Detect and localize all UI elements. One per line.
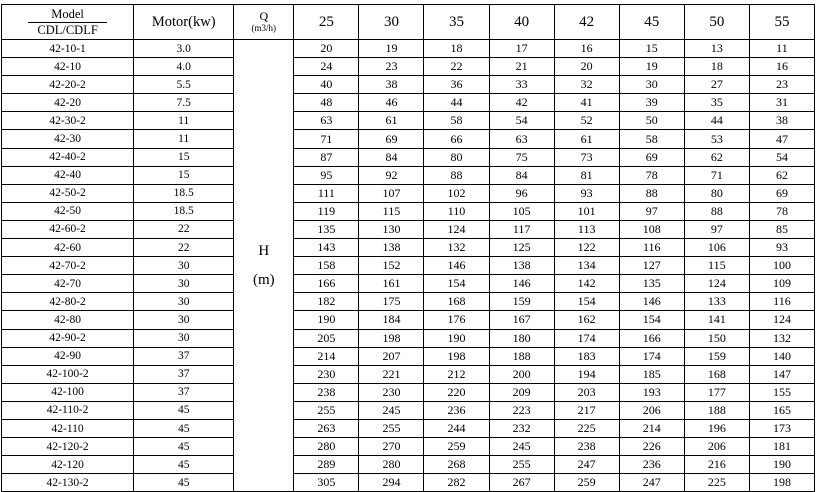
head-cell: 125	[489, 239, 554, 257]
motor-cell: 15	[134, 148, 234, 166]
model-cell: 42-70-2	[2, 257, 134, 275]
table-header	[2, 5, 815, 40]
header-flow-45: 45	[619, 5, 684, 40]
head-cell: 97	[619, 202, 684, 220]
head-cell: 73	[554, 148, 619, 166]
head-cell: 166	[294, 275, 359, 293]
head-cell: 27	[684, 76, 749, 94]
table-row	[2, 311, 815, 329]
model-cell: 42-120	[2, 456, 134, 474]
motor-cell: 30	[134, 293, 234, 311]
head-cell: 173	[749, 419, 814, 437]
head-cell: 177	[684, 383, 749, 401]
head-cell: 165	[749, 401, 814, 419]
head-cell: 221	[359, 365, 424, 383]
motor-cell: 11	[134, 130, 234, 148]
header-q-unit: (m3/h)	[251, 22, 277, 33]
model-cell: 42-80-2	[2, 293, 134, 311]
header-motor: Motor(kw)	[134, 5, 234, 40]
head-cell: 214	[619, 419, 684, 437]
head-cell: 183	[554, 347, 619, 365]
motor-cell: 5.5	[134, 76, 234, 94]
head-cell: 66	[424, 130, 489, 148]
head-cell: 214	[294, 347, 359, 365]
head-cell: 247	[619, 474, 684, 492]
head-cell: 190	[294, 311, 359, 329]
head-cell: 223	[489, 401, 554, 419]
model-cell: 42-120-2	[2, 438, 134, 456]
head-cell: 217	[554, 401, 619, 419]
head-cell: 174	[554, 329, 619, 347]
motor-cell: 30	[134, 311, 234, 329]
head-cell: 41	[554, 94, 619, 112]
head-cell: 230	[294, 365, 359, 383]
head-cell: 152	[359, 257, 424, 275]
head-cell: 159	[684, 347, 749, 365]
head-cell: 142	[554, 275, 619, 293]
table-row	[2, 239, 815, 257]
head-cell: 155	[749, 383, 814, 401]
head-cell: 54	[489, 112, 554, 130]
head-cell: 75	[489, 148, 554, 166]
head-cell: 190	[424, 329, 489, 347]
head-cell: 124	[424, 220, 489, 238]
head-unit: (m)	[252, 271, 275, 288]
head-cell: 190	[749, 456, 814, 474]
motor-cell: 30	[134, 275, 234, 293]
head-cell: 143	[294, 239, 359, 257]
head-cell: 44	[424, 94, 489, 112]
head-cell: 238	[554, 438, 619, 456]
table-row	[2, 474, 815, 492]
head-cell: 18	[424, 40, 489, 58]
head-cell: 115	[684, 257, 749, 275]
head-cell: 58	[424, 112, 489, 130]
motor-cell: 45	[134, 419, 234, 437]
head-cell: 147	[749, 365, 814, 383]
head-cell: 188	[684, 401, 749, 419]
head-cell: 47	[749, 130, 814, 148]
head-cell: 36	[424, 76, 489, 94]
head-cell: 247	[554, 456, 619, 474]
header-flow-40: 40	[489, 5, 554, 40]
head-cell: 81	[554, 166, 619, 184]
head-cell: 105	[489, 202, 554, 220]
model-cell: 42-90-2	[2, 329, 134, 347]
head-cell: 184	[359, 311, 424, 329]
head-cell: 119	[294, 202, 359, 220]
header-flow-30: 30	[359, 5, 424, 40]
head-cell: 196	[684, 419, 749, 437]
head-cell: 95	[294, 166, 359, 184]
head-cell: 255	[294, 401, 359, 419]
head-cell: 84	[359, 148, 424, 166]
motor-cell: 15	[134, 166, 234, 184]
head-cell: 71	[684, 166, 749, 184]
head-cell: 140	[749, 347, 814, 365]
table-row	[2, 184, 815, 202]
head-cell: 100	[749, 257, 814, 275]
head-cell: 93	[749, 239, 814, 257]
head-cell: 238	[294, 383, 359, 401]
table-row	[2, 365, 815, 383]
head-cell: 35	[684, 94, 749, 112]
head-cell: 138	[359, 239, 424, 257]
head-cell: 69	[359, 130, 424, 148]
head-cell: 33	[489, 76, 554, 94]
head-cell: 23	[359, 58, 424, 76]
head-cell: 102	[424, 184, 489, 202]
head-cell: 24	[294, 58, 359, 76]
model-cell: 42-70	[2, 275, 134, 293]
head-cell: 267	[489, 474, 554, 492]
model-cell: 42-50	[2, 202, 134, 220]
table-row	[2, 275, 815, 293]
head-cell: 58	[619, 130, 684, 148]
head-cell: 259	[424, 438, 489, 456]
head-cell: 259	[554, 474, 619, 492]
head-cell: 205	[294, 329, 359, 347]
model-cell: 42-80	[2, 311, 134, 329]
table-row	[2, 257, 815, 275]
head-cell: 115	[359, 202, 424, 220]
head-cell: 127	[619, 257, 684, 275]
head-cell: 174	[619, 347, 684, 365]
header-flow-55: 55	[749, 5, 814, 40]
motor-cell: 18.5	[134, 184, 234, 202]
head-cell: 193	[619, 383, 684, 401]
header-q-symbol: Q	[259, 9, 269, 24]
head-cell: 226	[619, 438, 684, 456]
head-cell: 80	[684, 184, 749, 202]
table-row	[2, 202, 815, 220]
head-cell: 108	[619, 220, 684, 238]
model-cell: 42-110	[2, 419, 134, 437]
head-cell: 42	[489, 94, 554, 112]
head-cell: 88	[424, 166, 489, 184]
head-cell: 220	[424, 383, 489, 401]
motor-cell: 45	[134, 456, 234, 474]
head-cell: 280	[294, 438, 359, 456]
head-cell: 87	[294, 148, 359, 166]
model-cell: 42-10	[2, 58, 134, 76]
motor-cell: 30	[134, 257, 234, 275]
head-cell: 175	[359, 293, 424, 311]
head-label-cell	[234, 40, 294, 492]
table-row	[2, 456, 815, 474]
head-cell: 167	[489, 311, 554, 329]
head-cell: 16	[749, 58, 814, 76]
table-body	[2, 40, 815, 492]
motor-cell: 37	[134, 365, 234, 383]
head-cell: 62	[684, 148, 749, 166]
motor-cell: 7.5	[134, 94, 234, 112]
model-cell: 42-40	[2, 166, 134, 184]
head-cell: 109	[749, 275, 814, 293]
head-cell: 96	[489, 184, 554, 202]
head-cell: 207	[359, 347, 424, 365]
table-row	[2, 419, 815, 437]
head-cell: 198	[749, 474, 814, 492]
head-cell: 244	[424, 419, 489, 437]
head-cell: 30	[619, 76, 684, 94]
table-row	[2, 76, 815, 94]
head-cell: 158	[294, 257, 359, 275]
motor-cell: 22	[134, 220, 234, 238]
model-cell: 42-110-2	[2, 401, 134, 419]
head-cell: 225	[684, 474, 749, 492]
head-symbol: H	[258, 243, 270, 260]
head-cell: 32	[554, 76, 619, 94]
head-cell: 85	[749, 220, 814, 238]
head-cell: 110	[424, 202, 489, 220]
head-cell: 92	[359, 166, 424, 184]
head-cell: 154	[619, 311, 684, 329]
header-flow-50: 50	[684, 5, 749, 40]
head-cell: 38	[749, 112, 814, 130]
head-cell: 263	[294, 419, 359, 437]
model-cell: 42-90	[2, 347, 134, 365]
model-cell: 42-50-2	[2, 184, 134, 202]
header-flow-25: 25	[294, 5, 359, 40]
head-cell: 23	[749, 76, 814, 94]
head-cell: 212	[424, 365, 489, 383]
head-cell: 116	[619, 239, 684, 257]
head-cell: 71	[294, 130, 359, 148]
head-cell: 106	[684, 239, 749, 257]
head-cell: 236	[424, 401, 489, 419]
head-cell: 182	[294, 293, 359, 311]
head-cell: 69	[749, 184, 814, 202]
head-cell: 294	[359, 474, 424, 492]
head-cell: 280	[359, 456, 424, 474]
motor-cell: 3.0	[134, 40, 234, 58]
head-cell: 122	[554, 239, 619, 257]
head-cell: 132	[749, 329, 814, 347]
table-row	[2, 58, 815, 76]
head-cell: 124	[684, 275, 749, 293]
head-cell: 22	[424, 58, 489, 76]
model-cell: 42-30-2	[2, 112, 134, 130]
header-model-line1: Model	[28, 7, 107, 23]
head-cell: 255	[359, 419, 424, 437]
head-cell: 53	[684, 130, 749, 148]
head-cell: 38	[359, 76, 424, 94]
model-cell: 42-30	[2, 130, 134, 148]
head-cell: 154	[424, 275, 489, 293]
pump-performance-table	[1, 4, 815, 492]
head-cell: 236	[619, 456, 684, 474]
head-cell: 282	[424, 474, 489, 492]
head-cell: 78	[749, 202, 814, 220]
model-cell: 42-20	[2, 94, 134, 112]
header-model	[2, 5, 134, 40]
head-cell: 63	[294, 112, 359, 130]
head-cell: 146	[424, 257, 489, 275]
head-cell: 20	[294, 40, 359, 58]
head-cell: 203	[554, 383, 619, 401]
head-cell: 88	[684, 202, 749, 220]
head-cell: 40	[294, 76, 359, 94]
model-cell: 42-10-1	[2, 40, 134, 58]
head-cell: 16	[554, 40, 619, 58]
head-cell: 61	[554, 130, 619, 148]
head-cell: 135	[619, 275, 684, 293]
motor-cell: 45	[134, 401, 234, 419]
head-cell: 78	[619, 166, 684, 184]
head-cell: 18	[684, 58, 749, 76]
head-cell: 116	[749, 293, 814, 311]
head-cell: 185	[619, 365, 684, 383]
motor-cell: 11	[134, 112, 234, 130]
head-cell: 19	[359, 40, 424, 58]
motor-cell: 45	[134, 474, 234, 492]
motor-cell: 22	[134, 239, 234, 257]
head-cell: 117	[489, 220, 554, 238]
head-cell: 101	[554, 202, 619, 220]
head-cell: 111	[294, 184, 359, 202]
head-cell: 216	[684, 456, 749, 474]
head-cell: 180	[489, 329, 554, 347]
head-cell: 268	[424, 456, 489, 474]
head-cell: 159	[489, 293, 554, 311]
table-row	[2, 293, 815, 311]
head-cell: 162	[554, 311, 619, 329]
table-row	[2, 347, 815, 365]
head-cell: 113	[554, 220, 619, 238]
head-cell: 50	[619, 112, 684, 130]
head-cell: 176	[424, 311, 489, 329]
table-row	[2, 148, 815, 166]
pump-performance-sheet	[0, 4, 816, 490]
head-cell: 52	[554, 112, 619, 130]
head-cell: 88	[619, 184, 684, 202]
head-cell: 130	[359, 220, 424, 238]
head-cell: 31	[749, 94, 814, 112]
model-cell: 42-60	[2, 239, 134, 257]
head-cell: 146	[489, 275, 554, 293]
table-row	[2, 401, 815, 419]
head-cell: 305	[294, 474, 359, 492]
table-row	[2, 329, 815, 347]
head-cell: 206	[619, 401, 684, 419]
head-cell: 20	[554, 58, 619, 76]
table-row	[2, 166, 815, 184]
header-row	[2, 5, 815, 40]
model-cell: 42-40-2	[2, 148, 134, 166]
head-cell: 198	[424, 347, 489, 365]
head-cell: 84	[489, 166, 554, 184]
head-cell: 135	[294, 220, 359, 238]
head-cell: 289	[294, 456, 359, 474]
head-cell: 245	[359, 401, 424, 419]
header-flow-42: 42	[554, 5, 619, 40]
head-cell: 188	[489, 347, 554, 365]
head-cell: 133	[684, 293, 749, 311]
head-cell: 93	[554, 184, 619, 202]
head-cell: 154	[554, 293, 619, 311]
head-cell: 150	[684, 329, 749, 347]
table-row	[2, 94, 815, 112]
head-cell: 63	[489, 130, 554, 148]
head-cell: 19	[619, 58, 684, 76]
head-cell: 39	[619, 94, 684, 112]
table-row	[2, 130, 815, 148]
model-cell: 42-100	[2, 383, 134, 401]
motor-cell: 30	[134, 329, 234, 347]
head-cell: 168	[684, 365, 749, 383]
head-cell: 146	[619, 293, 684, 311]
head-cell: 161	[359, 275, 424, 293]
head-cell: 245	[489, 438, 554, 456]
motor-cell: 37	[134, 383, 234, 401]
head-cell: 13	[684, 40, 749, 58]
table-row	[2, 438, 815, 456]
header-flow-unit	[234, 5, 294, 40]
head-cell: 200	[489, 365, 554, 383]
head-cell: 44	[684, 112, 749, 130]
model-cell: 42-20-2	[2, 76, 134, 94]
header-model-line2: CDL/CDLF	[37, 23, 98, 37]
header-flow-35: 35	[424, 5, 489, 40]
head-cell: 198	[359, 329, 424, 347]
model-cell: 42-100-2	[2, 365, 134, 383]
head-cell: 80	[424, 148, 489, 166]
head-cell: 168	[424, 293, 489, 311]
head-cell: 124	[749, 311, 814, 329]
model-cell: 42-130-2	[2, 474, 134, 492]
head-cell: 21	[489, 58, 554, 76]
head-cell: 132	[424, 239, 489, 257]
head-cell: 62	[749, 166, 814, 184]
head-cell: 61	[359, 112, 424, 130]
head-cell: 134	[554, 257, 619, 275]
head-cell: 69	[619, 148, 684, 166]
head-cell: 194	[554, 365, 619, 383]
head-cell: 230	[359, 383, 424, 401]
head-cell: 206	[684, 438, 749, 456]
head-cell: 141	[684, 311, 749, 329]
table-row	[2, 112, 815, 130]
head-cell: 270	[359, 438, 424, 456]
head-cell: 255	[489, 456, 554, 474]
head-cell: 209	[489, 383, 554, 401]
head-cell: 232	[489, 419, 554, 437]
head-cell: 225	[554, 419, 619, 437]
table-row	[2, 220, 815, 238]
head-cell: 15	[619, 40, 684, 58]
head-cell: 138	[489, 257, 554, 275]
head-cell: 54	[749, 148, 814, 166]
head-cell: 48	[294, 94, 359, 112]
motor-cell: 37	[134, 347, 234, 365]
motor-cell: 18.5	[134, 202, 234, 220]
motor-cell: 45	[134, 438, 234, 456]
head-cell: 97	[684, 220, 749, 238]
head-cell: 181	[749, 438, 814, 456]
head-cell: 166	[619, 329, 684, 347]
head-cell: 17	[489, 40, 554, 58]
head-cell: 11	[749, 40, 814, 58]
table-row	[2, 40, 815, 58]
head-cell: 107	[359, 184, 424, 202]
table-row	[2, 383, 815, 401]
head-cell: 46	[359, 94, 424, 112]
model-cell: 42-60-2	[2, 220, 134, 238]
motor-cell: 4.0	[134, 58, 234, 76]
